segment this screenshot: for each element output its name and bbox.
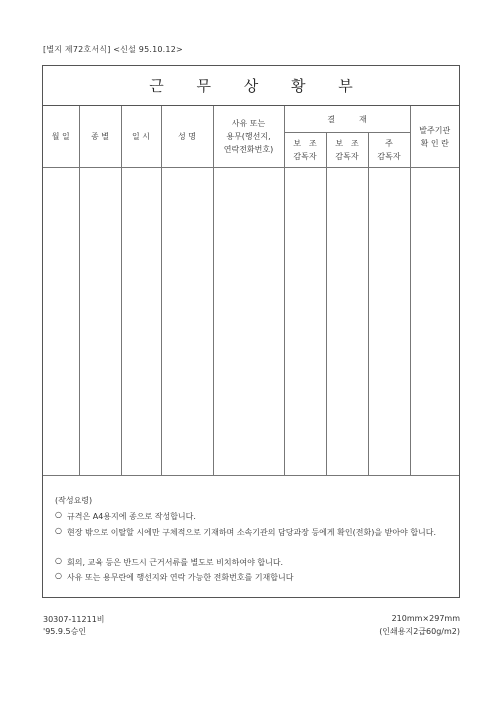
form-title: 근 무 상 황 부 bbox=[149, 77, 367, 95]
instruction-text: 사유 또는 용무란에 행선지와 연락 가능한 전화번호를 기재합니다 bbox=[67, 573, 294, 582]
col-name-header: 성 명 bbox=[161, 106, 213, 168]
col-time-header: 일 시 bbox=[121, 106, 161, 168]
form-code: 30307-11211비 bbox=[43, 615, 105, 624]
instruction-item bbox=[55, 510, 457, 524]
cell-reason[interactable] bbox=[213, 168, 284, 476]
col-reason-header bbox=[213, 106, 284, 168]
instruction-item bbox=[55, 526, 457, 540]
col-approval-header: 결 재 bbox=[284, 106, 410, 133]
bullet-icon: ○ bbox=[55, 556, 62, 565]
instructions-title: (작성요령) bbox=[55, 496, 93, 505]
paper-size: 210mm×297mm bbox=[391, 614, 460, 623]
col-confirm-header bbox=[410, 106, 459, 168]
reason-line-1: 사유 또는 bbox=[231, 119, 266, 128]
cell-assistant-supervisor-2[interactable] bbox=[326, 168, 368, 476]
bullet-icon: ○ bbox=[55, 526, 62, 535]
col-type-header: 종 별 bbox=[79, 106, 121, 168]
cell-name[interactable] bbox=[161, 168, 213, 476]
approval-date: '95.9.5승인 bbox=[43, 627, 87, 636]
cell-date[interactable] bbox=[43, 168, 79, 476]
cell-type[interactable] bbox=[79, 168, 121, 476]
main-supervisor-line-2: 감독자 bbox=[377, 152, 401, 161]
cell-confirm[interactable] bbox=[410, 168, 459, 476]
instruction-text: 회의, 교육 등은 반드시 근거서류를 별도로 비치하여야 합니다. bbox=[67, 558, 284, 567]
paper-spec: (인쇄용지2급60g/m2) bbox=[379, 627, 460, 636]
instruction-item bbox=[55, 571, 457, 585]
reason-line-2: 용무(행선지, bbox=[226, 132, 271, 141]
instruction-text: 규격은 A4용지에 종으로 작성합니다. bbox=[67, 512, 196, 521]
bullet-icon: ○ bbox=[55, 571, 62, 580]
col-date-header: 월 일 bbox=[43, 106, 79, 168]
header-row-1 bbox=[43, 106, 459, 133]
main-supervisor-line-1: 주 bbox=[385, 139, 393, 148]
form-frame bbox=[42, 65, 460, 598]
bullet-icon: ○ bbox=[55, 510, 62, 519]
assistant2-line-2: 감독자 bbox=[335, 152, 359, 161]
assistant1-line-2: 감독자 bbox=[293, 152, 317, 161]
form-number-label: [별지 제72호서식] <신설 95.10.12> bbox=[43, 45, 183, 54]
instruction-text: 현장 밖으로 이탈할 시에만 구체적으로 기재하며 소속기관의 담당과장 등에게 확인(전화)을 받아야 합니다. bbox=[67, 528, 437, 537]
col-assistant-supervisor-1 bbox=[284, 133, 326, 168]
cell-time[interactable] bbox=[121, 168, 161, 476]
assistant2-line-1: 보 조 bbox=[335, 139, 359, 148]
cell-main-supervisor[interactable] bbox=[368, 168, 410, 476]
confirm-line-1: 발주기관 bbox=[419, 125, 451, 135]
reason-line-3: 연락전화번호) bbox=[223, 145, 274, 154]
confirm-line-2: 확 인 란 bbox=[420, 138, 449, 148]
cell-assistant-supervisor-1[interactable] bbox=[284, 168, 326, 476]
instruction-item bbox=[55, 556, 457, 570]
col-main-supervisor bbox=[368, 133, 410, 168]
work-status-table bbox=[43, 106, 459, 476]
title-row bbox=[43, 66, 459, 106]
entry-row bbox=[43, 168, 459, 476]
assistant1-line-1: 보 조 bbox=[293, 139, 317, 148]
col-assistant-supervisor-2 bbox=[326, 133, 368, 168]
